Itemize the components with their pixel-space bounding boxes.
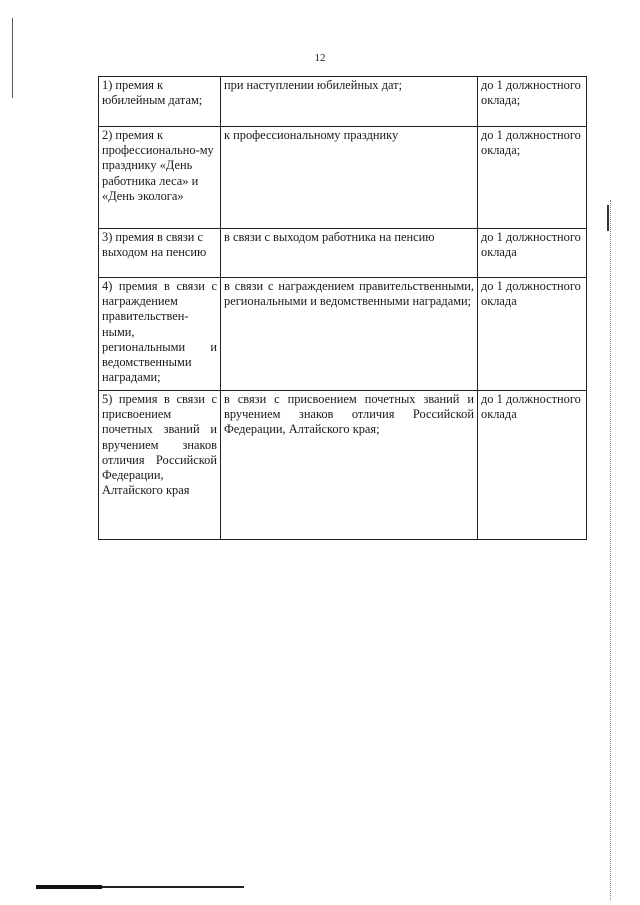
bonus-amount-cell: до 1 должностного оклада; bbox=[478, 77, 587, 127]
table-row bbox=[99, 391, 587, 540]
bonus-condition-cell: в связи с выходом работника на пенсию bbox=[221, 229, 478, 278]
bonus-condition-cell: к профессиональному празднику bbox=[221, 127, 478, 229]
bonus-table bbox=[98, 76, 587, 540]
bonus-type-cell: 5) премия в связи с присвоением почетных званий и вручением знаков отличия Российской Федерации, Алтайского края bbox=[99, 391, 221, 540]
bonus-type-cell: 2) премия к профессионально-му празднику «День работника леса» и «День эколога» bbox=[99, 127, 221, 229]
scan-artifact-bottom-bar bbox=[36, 885, 102, 889]
bonus-amount-cell: до 1 должностного оклада bbox=[478, 391, 587, 540]
bonus-condition-cell: в связи с присвоением почетных званий и вручением знаков отличия Российской Федерации, Алтайского края; bbox=[221, 391, 478, 540]
table-row bbox=[99, 229, 587, 278]
table-row bbox=[99, 77, 587, 127]
bonus-condition-cell: при наступлении юбилейных дат; bbox=[221, 77, 478, 127]
scan-artifact-right-edge bbox=[610, 200, 612, 900]
table-row bbox=[99, 127, 587, 229]
bonus-amount-cell: до 1 должностного оклада bbox=[478, 229, 587, 278]
bonus-type-cell: 1) премия к юбилейным датам; bbox=[99, 77, 221, 127]
bonus-type-cell: 3) премия в связи с выходом на пенсию bbox=[99, 229, 221, 278]
bonus-amount-cell: до 1 должностного оклада; bbox=[478, 127, 587, 229]
scan-artifact-right-mark bbox=[607, 205, 609, 231]
bonus-condition-cell: в связи с награждением правительственными, региональными и ведомственными наградами; bbox=[221, 278, 478, 391]
page-number: 12 bbox=[314, 52, 326, 64]
bonus-amount-cell: до 1 должностного оклада bbox=[478, 278, 587, 391]
table-row bbox=[99, 278, 587, 391]
bonus-type-cell: 4) премия в связи с награждением правительствен-ными, региональными и ведомственными наградами; bbox=[99, 278, 221, 391]
